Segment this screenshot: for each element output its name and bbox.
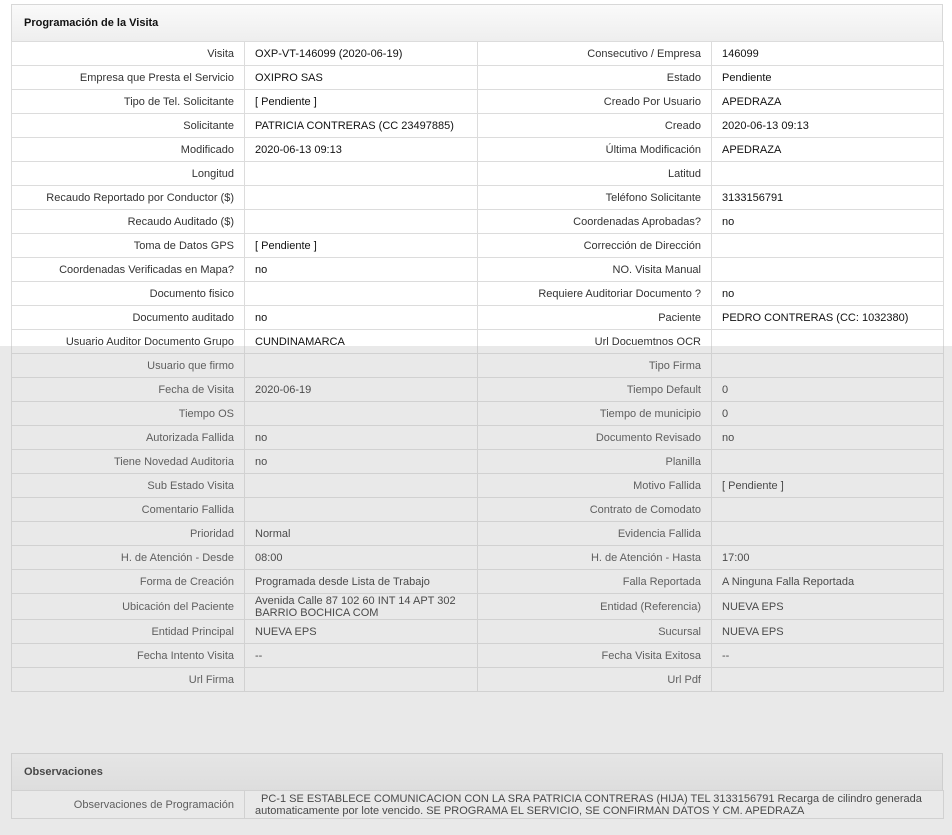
observaciones-title: Observaciones — [11, 753, 943, 790]
field-label: Ubicación del Paciente — [12, 594, 245, 620]
field-label: Requiere Auditoriar Documento ? — [478, 282, 712, 306]
table-row — [12, 66, 944, 90]
table-row — [12, 644, 944, 668]
field-label: Documento fisico — [12, 282, 245, 306]
field-value: Avenida Calle 87 102 60 INT 14 APT 302 BARRIO BOCHICA COM — [245, 594, 478, 620]
field-value: 0 — [712, 402, 944, 426]
field-value: Pendiente — [712, 66, 944, 90]
field-value: 2020-06-13 09:13 — [245, 138, 478, 162]
table-row — [12, 42, 944, 66]
field-label: Tiempo de municipio — [478, 402, 712, 426]
field-label: Falla Reportada — [478, 570, 712, 594]
field-value: 2020-06-13 09:13 — [712, 114, 944, 138]
field-label: Sub Estado Visita — [12, 474, 245, 498]
field-value — [245, 282, 478, 306]
field-value: NUEVA EPS — [245, 620, 478, 644]
field-value — [245, 498, 478, 522]
table-row — [12, 258, 944, 282]
field-label: Comentario Fallida — [12, 498, 245, 522]
table-row — [12, 498, 944, 522]
table-row — [12, 594, 944, 620]
programacion-title: Programación de la Visita — [11, 4, 943, 41]
field-label: Prioridad — [12, 522, 245, 546]
field-label: NO. Visita Manual — [478, 258, 712, 282]
field-label: Recaudo Reportado por Conductor ($) — [12, 186, 245, 210]
field-label: Entidad (Referencia) — [478, 594, 712, 620]
field-label: Motivo Fallida — [478, 474, 712, 498]
field-value: NUEVA EPS — [712, 620, 944, 644]
field-value: 146099 — [712, 42, 944, 66]
field-label: Fecha Visita Exitosa — [478, 644, 712, 668]
field-label: Creado — [478, 114, 712, 138]
field-label: Tiempo Default — [478, 378, 712, 402]
field-label: Longitud — [12, 162, 245, 186]
table-row — [12, 474, 944, 498]
field-value: 3133156791 — [712, 186, 944, 210]
field-value: 0 — [712, 378, 944, 402]
field-value: -- — [245, 644, 478, 668]
field-value: [ Pendiente ] — [245, 234, 478, 258]
field-label: Teléfono Solicitante — [478, 186, 712, 210]
field-label: Última Modificación — [478, 138, 712, 162]
field-label: Documento Revisado — [478, 426, 712, 450]
field-value: no — [245, 306, 478, 330]
observaciones-row — [12, 791, 944, 819]
field-label: Evidencia Fallida — [478, 522, 712, 546]
programacion-table — [11, 41, 944, 692]
field-value — [712, 354, 944, 378]
field-value: no — [712, 426, 944, 450]
field-value: CUNDINAMARCA — [245, 330, 478, 354]
table-row — [12, 620, 944, 644]
table-row — [12, 162, 944, 186]
field-value — [245, 210, 478, 234]
field-label: Usuario Auditor Documento Grupo — [12, 330, 245, 354]
field-value: -- — [712, 644, 944, 668]
field-value: no — [245, 258, 478, 282]
field-label: Tipo de Tel. Solicitante — [12, 90, 245, 114]
field-label: Autorizada Fallida — [12, 426, 245, 450]
field-value — [712, 162, 944, 186]
field-label: Forma de Creación — [12, 570, 245, 594]
field-value: [ Pendiente ] — [712, 474, 944, 498]
observaciones-label: Observaciones de Programación — [12, 791, 245, 819]
field-label: Paciente — [478, 306, 712, 330]
field-value: no — [245, 450, 478, 474]
table-row — [12, 570, 944, 594]
field-label: Visita — [12, 42, 245, 66]
field-value: PEDRO CONTRERAS (CC: 1032380) — [712, 306, 944, 330]
field-value — [712, 330, 944, 354]
field-label: Url Pdf — [478, 668, 712, 692]
observaciones-value: PC-1 SE ESTABLECE COMUNICACION CON LA SRA PATRICIA CONTRERAS (HIJA) TEL 3133156791 Recarga de cilindro generada automaticamente por lote vencido. SE PROGRAMA EL SERVICIO, SE CONFIRMAN DATOS Y CM. APEDRAZA — [245, 791, 944, 819]
field-label: Url Docuemtnos OCR — [478, 330, 712, 354]
table-row — [12, 450, 944, 474]
field-value: 17:00 — [712, 546, 944, 570]
table-row — [12, 402, 944, 426]
table-row — [12, 330, 944, 354]
field-label: Sucursal — [478, 620, 712, 644]
field-label: Coordenadas Aprobadas? — [478, 210, 712, 234]
field-value — [712, 522, 944, 546]
field-value: OXP-VT-146099 (2020-06-19) — [245, 42, 478, 66]
table-row — [12, 210, 944, 234]
field-value — [712, 258, 944, 282]
table-row — [12, 354, 944, 378]
table-row — [12, 378, 944, 402]
field-value — [712, 450, 944, 474]
table-row — [12, 426, 944, 450]
field-label: Planilla — [478, 450, 712, 474]
table-row — [12, 546, 944, 570]
field-value: A Ninguna Falla Reportada — [712, 570, 944, 594]
field-value: PATRICIA CONTRERAS (CC 23497885) — [245, 114, 478, 138]
field-label: H. de Atención - Hasta — [478, 546, 712, 570]
field-value: no — [712, 282, 944, 306]
table-row — [12, 522, 944, 546]
field-label: Tiene Novedad Auditoria — [12, 450, 245, 474]
field-value: 2020-06-19 — [245, 378, 478, 402]
field-label: Recaudo Auditado ($) — [12, 210, 245, 234]
programacion-panel — [11, 4, 943, 692]
field-value: [ Pendiente ] — [245, 90, 478, 114]
field-label: Entidad Principal — [12, 620, 245, 644]
field-value — [712, 668, 944, 692]
field-label: Solicitante — [12, 114, 245, 138]
field-value — [245, 354, 478, 378]
field-label: Modificado — [12, 138, 245, 162]
field-value — [245, 668, 478, 692]
field-value — [245, 162, 478, 186]
field-value: no — [712, 210, 944, 234]
field-label: Consecutivo / Empresa — [478, 42, 712, 66]
table-row — [12, 282, 944, 306]
table-row — [12, 306, 944, 330]
field-label: Fecha Intento Visita — [12, 644, 245, 668]
table-row — [12, 234, 944, 258]
field-value — [712, 234, 944, 258]
field-label: Contrato de Comodato — [478, 498, 712, 522]
field-label: H. de Atención - Desde — [12, 546, 245, 570]
field-label: Coordenadas Verificadas en Mapa? — [12, 258, 245, 282]
table-row — [12, 138, 944, 162]
table-row — [12, 114, 944, 138]
field-label: Documento auditado — [12, 306, 245, 330]
table-row — [12, 668, 944, 692]
observaciones-panel — [11, 753, 943, 819]
field-value: OXIPRO SAS — [245, 66, 478, 90]
field-value: APEDRAZA — [712, 90, 944, 114]
field-label: Url Firma — [12, 668, 245, 692]
field-label: Fecha de Visita — [12, 378, 245, 402]
field-value: Normal — [245, 522, 478, 546]
field-label: Corrección de Dirección — [478, 234, 712, 258]
field-value — [712, 498, 944, 522]
table-row — [12, 186, 944, 210]
field-value: APEDRAZA — [712, 138, 944, 162]
field-label: Latitud — [478, 162, 712, 186]
field-value — [245, 186, 478, 210]
field-label: Tipo Firma — [478, 354, 712, 378]
field-label: Usuario que firmo — [12, 354, 245, 378]
field-value: 08:00 — [245, 546, 478, 570]
field-label: Estado — [478, 66, 712, 90]
field-value: NUEVA EPS — [712, 594, 944, 620]
field-value — [245, 402, 478, 426]
field-value: no — [245, 426, 478, 450]
table-row — [12, 90, 944, 114]
observaciones-table — [11, 790, 944, 819]
field-label: Creado Por Usuario — [478, 90, 712, 114]
field-label: Tiempo OS — [12, 402, 245, 426]
field-label: Empresa que Presta el Servicio — [12, 66, 245, 90]
field-label: Toma de Datos GPS — [12, 234, 245, 258]
field-value: Programada desde Lista de Trabajo — [245, 570, 478, 594]
field-value — [245, 474, 478, 498]
